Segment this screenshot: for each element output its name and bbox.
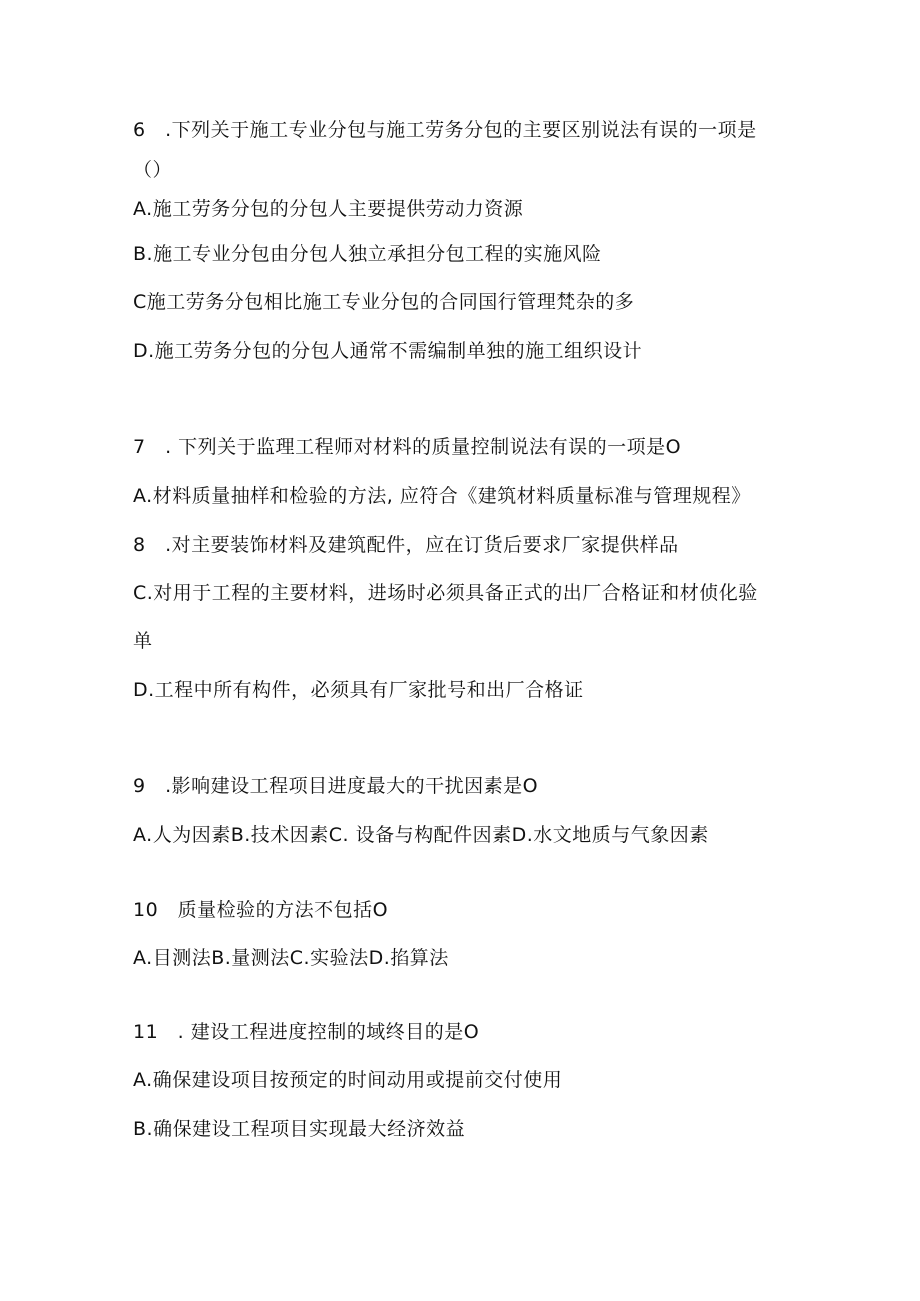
question-11-option-b: B.确保建设工程项目实现最大经济效益 (133, 1118, 466, 1140)
question-8-stem: 8 .对主要装饰材料及建筑配件，应在订货后要求厂家提供样品 (133, 534, 679, 556)
question-11-option-a: A.确保建设项目按预定的时间动用或提前交付使用 (133, 1069, 563, 1091)
question-option-c: C.对用于工程的主要材料，进场时必须具备正式的出厂合格证和材侦化验 (133, 582, 758, 604)
question-option-c-continued: 单 (133, 630, 153, 652)
question-9-options: A.人为因素B.技术因素C. 设备与构配件因素D.水文地质与气象因素 (133, 824, 709, 846)
question-6-option-b: B.施工专业分包由分包人独立承担分包工程的实施风险 (133, 243, 602, 265)
question-9-stem: 9 .影响建设工程项目进度最大的干扰因素是O (133, 775, 539, 797)
question-option-d: D.工程中所有构件，必须具有厂家批号和出厂合格证 (133, 679, 584, 701)
question-6-stem: 6 .下列关于施工专业分包与施工劳务分包的主要区别说法有误的一项是 (133, 119, 757, 141)
question-6-paren: （） (133, 159, 173, 181)
question-6-option-d: D.施工劳务分包的分包人通常不需编制单独的施工组织设计 (133, 340, 643, 362)
question-7-option-a: A.材料质量抽样和检验的方法, 应符合《建筑材料质量标准与管理规程》 (133, 485, 751, 507)
question-11-stem: 11 . 建设工程进度控制的域终目的是O (133, 1021, 480, 1043)
question-10-stem: 10 质量检验的方法不包括O (133, 899, 389, 921)
question-7-stem: 7 . 下列关于监理工程师对材料的质量控制说法有误的一项是O (133, 436, 682, 458)
question-6-option-a: A.施工劳务分包的分包人主要提供劳动力资源 (133, 198, 524, 220)
question-6-option-c: C施工劳务分包相比施工专业分包的合同国行管理梵杂的多 (133, 291, 635, 313)
question-10-options: A.目测法B.量测法C.实验法D.掐算法 (133, 947, 449, 969)
